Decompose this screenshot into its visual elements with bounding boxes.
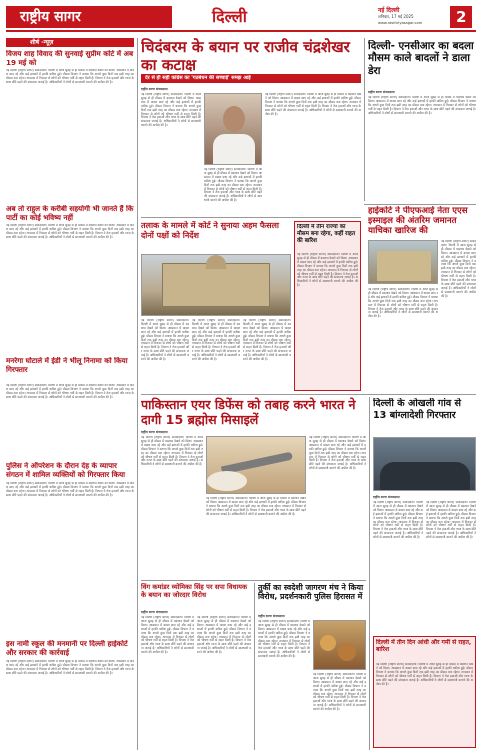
bottom-left-body-2: नई दिल्ली (राष्ट्रीय सागर) संवाददाता। दिल्ली में आज सुबह से ही मौसम में बदलाव देखने को मिला। आसमान में बादल छाए रहे और कई इलाकों में हल्की बारिश हुई। मौसम विभाग ने बताया कि अगले कुछ दिनों तक इसी तरह का मौसम बना रहेगा। तापमान में गिरावट से लोगों को भीषण गर्मी से राहत मिली है। विभाग ने तेज हवाओं और गरज के साथ छींटे पड़ने की संभावना जताई है। अधिकारियों ने लोगों से सावधानी बरतने की अपील की है। [197,616,251,655]
bottom-left-byline: राष्ट्रीय सागर संवाददाता [141,610,168,614]
mid-rule-3 [141,580,366,581]
turkey-byline: राष्ट्रीय सागर संवाददाता [258,614,285,618]
okhla-body-1: नई दिल्ली (राष्ट्रीय सागर) संवाददाता। दिल्ली में आज सुबह से ही मौसम में बदलाव देखने को मिला। आसमान में बादल छाए रहे और कई इलाकों में हल्की बारिश हुई। मौसम विभाग ने बताया कि अगले कुछ दिनों तक इसी तरह का मौसम बना रहेगा। तापमान में गिरावट से लोगों को भीषण गर्मी से राहत मिली है। विभाग ने तेज हवाओं और गरज के साथ छींटे पड़ने की संभावना जताई है। अधिकारियों ने लोगों से सावधानी बरतने की अपील की है। [373,501,423,540]
lead-headline: चिदंबरम के बयान पर राजीव चंद्रशेखर का कटाक्ष [141,38,350,74]
right-top-body: नई दिल्ली (राष्ट्रीय सागर) संवाददाता। दिल्ली में आज सुबह से ही मौसम में बदलाव देखने को मिला। आसमान में बादल छाए रहे और कई इलाकों में हल्की बारिश हुई। मौसम विभाग ने बताया कि अगले कुछ दिनों तक इसी तरह का मौसम बना रहेगा। तापमान में गिरावट से लोगों को भीषण गर्मी से राहत मिली है। विभाग ने तेज हवाओं और गरज के साथ छींटे पड़ने की संभावना जताई है। अधिकारियों ने लोगों से सावधानी बरतने की अपील की है। [368,96,476,115]
lead-photo [204,93,262,165]
right-top-headline: दिल्ली- एनसीआर का बदला मौसम काले बादलों ने डाला डेरा [368,40,474,77]
hc-photo [368,240,438,284]
mid-rule-1 [141,217,361,218]
boxed-body: नई दिल्ली (राष्ट्रीय सागर) संवाददाता। दिल्ली में आज सुबह से ही मौसम में बदलाव देखने को मिला। आसमान में बादल छाए रहे और कई इलाकों में हल्की बारिश हुई। मौसम विभाग ने बताया कि अगले कुछ दिनों तक इसी तरह का मौसम बना रहेगा। तापमान में गिरावट से लोगों को भीषण गर्मी से राहत मिली है। विभाग ने तेज हवाओं और गरज के साथ छींटे पड़ने की संभावना जताई है। अधिकारियों ने लोगों से सावधानी बरतने की अपील की है। [297,253,358,288]
right-top-byline: राष्ट्रीय सागर संवाददाता [368,90,395,94]
bottom-left-headline: विंग कमांडर व्योमिका सिंह पर सपा विधायक के बयान का जोरदार विरोध [141,583,248,599]
hc-top-rule [364,204,476,205]
right-column-divider [364,38,365,201]
court-photo [141,254,291,316]
lead-byline: राष्ट्रीय सागर संवाददाता [141,87,168,91]
missile-photo [206,436,306,494]
city-name: दिल्ली [212,7,247,26]
okhla-byline: राष्ट्रीय सागर संवाददाता [373,495,400,499]
left-column-divider [137,38,138,750]
boxed-headline: दिल्ली में तीन राज्यों का मौसम बना रहेगा, कहीं राहत की बारिश [297,224,356,244]
pakistan-body-1: नई दिल्ली (राष्ट्रीय सागर) संवाददाता। दिल्ली में आज सुबह से ही मौसम में बदलाव देखने को मिला। आसमान में बादल छाए रहे और कई इलाकों में हल्की बारिश हुई। मौसम विभाग ने बताया कि अगले कुछ दिनों तक इसी तरह का मौसम बना रहेगा। तापमान में गिरावट से लोगों को भीषण गर्मी से राहत मिली है। विभाग ने तेज हवाओं और गरज के साथ छींटे पड़ने की संभावना जताई है। अधिकारियों ने लोगों से सावधानी बरतने की अपील की है। [141,436,203,467]
court-body-3: नई दिल्ली (राष्ट्रीय सागर) संवाददाता। दिल्ली में आज सुबह से ही मौसम में बदलाव देखने को मिला। आसमान में बादल छाए रहे और कई इलाकों में हल्की बारिश हुई। मौसम विभाग ने बताया कि अगले कुछ दिनों तक इसी तरह का मौसम बना रहेगा। तापमान में गिरावट से लोगों को भीषण गर्मी से राहत मिली है। विभाग ने तेज हवाओं और गरज के साथ छींटे पड़ने की संभावना जताई है। अधिकारियों ने लोगों से सावधानी बरतने की अपील की है। [243,319,291,362]
turkey-headline: तुर्की का स्वदेशी जागरण मंच ने किया विरोध, प्रदर्शनकारी पुलिस हिरासत में [258,583,364,602]
missile-smoke [207,471,247,491]
side-box-body: नई दिल्ली (राष्ट्रीय सागर) संवाददाता। दिल्ली में आज सुबह से ही मौसम में बदलाव देखने को मिला। आसमान में बादल छाए रहे और कई इलाकों में हल्की बारिश हुई। मौसम विभाग ने बताया कि अगले कुछ दिनों तक इसी तरह का मौसम बना रहेगा। तापमान में गिरावट से लोगों को भीषण गर्मी से राहत मिली है। विभाग ने तेज हवाओं और गरज के साथ छींटे पड़ने की संभावना जताई है। अधिकारियों ने लोगों से सावधानी बरतने की अपील की है। [376,663,473,686]
building-dome [206,255,226,269]
turkey-photo [313,620,366,670]
page-number: 2 [456,8,467,26]
turkey-body-1: नई दिल्ली (राष्ट्रीय सागर) संवाददाता। दिल्ली में आज सुबह से ही मौसम में बदलाव देखने को मिला। आसमान में बादल छाए रहे और कई इलाकों में हल्की बारिश हुई। मौसम विभाग ने बताया कि अगले कुछ दिनों तक इसी तरह का मौसम बना रहेगा। तापमान में गिरावट से लोगों को भीषण गर्मी से राहत मिली है। विभाग ने तेज हवाओं और गरज के साथ छींटे पड़ने की संभावना जताई है। अधिकारियों ने लोगों से सावधानी बरतने की अपील की है। [258,620,310,659]
bottom-mid-divider [254,583,255,750]
lead-body-3: नई दिल्ली (राष्ट्रीय सागर) संवाददाता। दिल्ली में आज सुबह से ही मौसम में बदलाव देखने को मिला। आसमान में बादल छाए रहे और कई इलाकों में हल्की बारिश हुई। मौसम विभाग ने बताया कि अगले कुछ दिनों तक इसी तरह का मौसम बना रहेगा। तापमान में गिरावट से लोगों को भीषण गर्मी से राहत मिली है। विभाग ने तेज हवाओं और गरज के साथ छींटे पड़ने की संभावना जताई है। अधिकारियों ने लोगों से सावधानी बरतने की अपील की है। [265,93,361,116]
fruit-2 [338,643,356,661]
date-line: शनिवार, 17 मई 2025 [378,14,414,19]
okhla-photo [373,437,476,491]
pakistan-headline: पाकिस्तान एयर डिफेंस को तबाह करने भारत ने दागी 15 ब्रह्मोस मिसाइलें [141,397,356,427]
edition-city: नई दिल्ली [378,7,400,14]
portrait-shirt [213,134,255,165]
pakistan-byline: राष्ट्रीय सागर संवाददाता [141,430,168,434]
website: www.rashtriyasagar.com [378,21,423,25]
hc-body-left: नई दिल्ली (राष्ट्रीय सागर) संवाददाता। दिल्ली में आज सुबह से ही मौसम में बदलाव देखने को मिला। आसमान में बादल छाए रहे और कई इलाकों में हल्की बारिश हुई। मौसम विभाग ने बताया कि अगले कुछ दिनों तक इसी तरह का मौसम बना रहेगा। तापमान में गिरावट से लोगों को भीषण गर्मी से राहत मिली है। विभाग ने तेज हवाओं और गरज के साथ छींटे पड़ने की संभावना जताई है। अधिकारियों ने लोगों से सावधानी बरतने की अपील की है। [368,288,438,319]
hc-building [377,251,431,281]
side-box-headline: दिल्ली में तीन दिन आंधी और गर्मी से राहत, बारिश [376,639,472,654]
brief-headline-3: मनरेगा घोटाले में ईडी ने भीलू निनामा को किया गिरफ्तार [6,357,128,374]
hc-headline: हाईकोर्ट ने पीएफआई नेता एएस इस्माइल की अंतरिम जमानत याचिका खारिज की [368,206,468,237]
turkey-body-2: नई दिल्ली (राष्ट्रीय सागर) संवाददाता। दिल्ली में आज सुबह से ही मौसम में बदलाव देखने को मिला। आसमान में बादल छाए रहे और कई इलाकों में हल्की बारिश हुई। मौसम विभाग ने बताया कि अगले कुछ दिनों तक इसी तरह का मौसम बना रहेगा। तापमान में गिरावट से लोगों को भीषण गर्मी से राहत मिली है। विभाग ने तेज हवाओं और गरज के साथ छींटे पड़ने की संभावना जताई है। अधिकारियों ने लोगों से सावधानी बरतने की अपील की है। [313,673,366,712]
okhla-divider [369,397,370,750]
portrait-head [223,106,245,132]
fruit-1 [320,635,336,651]
paper-name: राष्ट्रीय सागर [20,9,81,25]
pakistan-body-2: नई दिल्ली (राष्ट्रीय सागर) संवाददाता। दिल्ली में आज सुबह से ही मौसम में बदलाव देखने को मिला। आसमान में बादल छाए रहे और कई इलाकों में हल्की बारिश हुई। मौसम विभाग ने बताया कि अगले कुछ दिनों तक इसी तरह का मौसम बना रहेगा। तापमान में गिरावट से लोगों को भीषण गर्मी से राहत मिली है। विभाग ने तेज हवाओं और गरज के साथ छींटे पड़ने की संभावना जताई है। अधिकारियों ने लोगों से सावधानी बरतने की अपील की है। [206,497,306,516]
brief-headline-2: अब तो राहुल के करीबी सहयोगी भी जानते हैं कि पार्टी का कोई भविष्य नहीं [6,205,134,222]
brief-headline-5: इस नामी स्कूल की मनमानी पर दिल्ली हाईकोर्ट और सरकार की कार्रवाई [6,640,128,657]
lead-subhead: देर से ही सही कांग्रेस का 'गठबंधन की सच्चाई' समझ आई [145,75,251,81]
lead-body-1: नई दिल्ली (राष्ट्रीय सागर) संवाददाता। दिल्ली में आज सुबह से ही मौसम में बदलाव देखने को मिला। आसमान में बादल छाए रहे और कई इलाकों में हल्की बारिश हुई। मौसम विभाग ने बताया कि अगले कुछ दिनों तक इसी तरह का मौसम बना रहेगा। तापमान में गिरावट से लोगों को भीषण गर्मी से राहत मिली है। विभाग ने तेज हवाओं और गरज के साथ छींटे पड़ने की संभावना जताई है। अधिकारियों ने लोगों से सावधानी बरतने की अपील की है। [141,93,201,128]
brief-headline-4: पुलिस ने ऑपरेशन के दौरान देह के व्यापार संगठन में शामिल व्यक्तियों को गिरफ्तार किया [6,462,126,479]
court-headline: तलाक के मामले में कोर्ट ने सुनाया अहम फैसला दोनों पक्षों को निर्देश [141,221,280,240]
pakistan-body-3: नई दिल्ली (राष्ट्रीय सागर) संवाददाता। दिल्ली में आज सुबह से ही मौसम में बदलाव देखने को मिला। आसमान में बादल छाए रहे और कई इलाकों में हल्की बारिश हुई। मौसम विभाग ने बताया कि अगले कुछ दिनों तक इसी तरह का मौसम बना रहेगा। तापमान में गिरावट से लोगों को भीषण गर्मी से राहत मिली है। विभाग ने तेज हवाओं और गरज के साथ छींटे पड़ने की संभावना जताई है। अधिकारियों ने लोगों से सावधानी बरतने की अपील की है। [309,436,366,471]
court-body-1: नई दिल्ली (राष्ट्रीय सागर) संवाददाता। दिल्ली में आज सुबह से ही मौसम में बदलाव देखने को मिला। आसमान में बादल छाए रहे और कई इलाकों में हल्की बारिश हुई। मौसम विभाग ने बताया कि अगले कुछ दिनों तक इसी तरह का मौसम बना रहेगा। तापमान में गिरावट से लोगों को भीषण गर्मी से राहत मिली है। विभाग ने तेज हवाओं और गरज के साथ छींटे पड़ने की संभावना जताई है। अधिकारियों ने लोगों से सावधानी बरतने की अपील की है। [141,319,189,362]
brief-body-1: नई दिल्ली (राष्ट्रीय सागर) संवाददाता। दिल्ली में आज सुबह से ही मौसम में बदलाव देखने को मिला। आसमान में बादल छाए रहे और कई इलाकों में हल्की बारिश हुई। मौसम विभाग ने बताया कि अगले कुछ दिनों तक इसी तरह का मौसम बना रहेगा। तापमान में गिरावट से लोगों को भीषण गर्मी से राहत मिली है। विभाग ने तेज हवाओं और गरज के साथ छींटे पड़ने की संभावना जताई है। अधिकारियों ने लोगों से सावधानी बरतने की अपील की है। [6,69,134,84]
brief-body-4: नई दिल्ली (राष्ट्रीय सागर) संवाददाता। दिल्ली में आज सुबह से ही मौसम में बदलाव देखने को मिला। आसमान में बादल छाए रहे और कई इलाकों में हल्की बारिश हुई। मौसम विभाग ने बताया कि अगले कुछ दिनों तक इसी तरह का मौसम बना रहेगा। तापमान में गिरावट से लोगों को भीषण गर्मी से राहत मिली है। विभाग ने तेज हवाओं और गरज के साथ छींटे पड़ने की संभावना जताई है। अधिकारियों ने लोगों से सावधानी बरतने की अपील की है। [6,482,134,497]
mid-rule-2 [141,394,476,395]
brief-headline-1: विजय शाह विवाद की सुनवाई सुप्रीम कोर्ट में अब 19 मई को [6,50,134,67]
okhla-body-2: नई दिल्ली (राष्ट्रीय सागर) संवाददाता। दिल्ली में आज सुबह से ही मौसम में बदलाव देखने को मिला। आसमान में बादल छाए रहे और कई इलाकों में हल्की बारिश हुई। मौसम विभाग ने बताया कि अगले कुछ दिनों तक इसी तरह का मौसम बना रहेगा। तापमान में गिरावट से लोगों को भीषण गर्मी से राहत मिली है। विभाग ने तेज हवाओं और गरज के साथ छींटे पड़ने की संभावना जताई है। अधिकारियों ने लोगों से सावधानी बरतने की अपील की है। [426,501,476,540]
news-brief-header [6,38,134,47]
bottom-left-body-1: नई दिल्ली (राष्ट्रीय सागर) संवाददाता। दिल्ली में आज सुबह से ही मौसम में बदलाव देखने को मिला। आसमान में बादल छाए रहे और कई इलाकों में हल्की बारिश हुई। मौसम विभाग ने बताया कि अगले कुछ दिनों तक इसी तरह का मौसम बना रहेगा। तापमान में गिरावट से लोगों को भीषण गर्मी से राहत मिली है। विभाग ने तेज हवाओं और गरज के साथ छींटे पड़ने की संभावना जताई है। अधिकारियों ने लोगों से सावधानी बरतने की अपील की है। [141,616,194,655]
brief-body-3: नई दिल्ली (राष्ट्रीय सागर) संवाददाता। दिल्ली में आज सुबह से ही मौसम में बदलाव देखने को मिला। आसमान में बादल छाए रहे और कई इलाकों में हल्की बारिश हुई। मौसम विभाग ने बताया कि अगले कुछ दिनों तक इसी तरह का मौसम बना रहेगा। तापमान में गिरावट से लोगों को भीषण गर्मी से राहत मिली है। विभाग ने तेज हवाओं और गरज के साथ छींटे पड़ने की संभावना जताई है। अधिकारियों ने लोगों से सावधानी बरतने की अपील की है। [6,384,134,399]
okhla-headline: दिल्ली के ओखली गांव से 13 बांग्लादेशी गिरफ्तार [373,398,461,421]
building-shape [162,263,270,307]
news-brief-title: शीर्ष -न्यूज़ [30,39,54,46]
court-body-2: नई दिल्ली (राष्ट्रीय सागर) संवाददाता। दिल्ली में आज सुबह से ही मौसम में बदलाव देखने को मिला। आसमान में बादल छाए रहे और कई इलाकों में हल्की बारिश हुई। मौसम विभाग ने बताया कि अगले कुछ दिनों तक इसी तरह का मौसम बना रहेगा। तापमान में गिरावट से लोगों को भीषण गर्मी से राहत मिली है। विभाग ने तेज हवाओं और गरज के साथ छींटे पड़ने की संभावना जताई है। अधिकारियों ने लोगों से सावधानी बरतने की अपील की है। [192,319,240,362]
masthead [0,0,482,34]
crowd-shape [380,462,470,491]
brief-body-5: नई दिल्ली (राष्ट्रीय सागर) संवाददाता। दिल्ली में आज सुबह से ही मौसम में बदलाव देखने को मिला। आसमान में बादल छाए रहे और कई इलाकों में हल्की बारिश हुई। मौसम विभाग ने बताया कि अगले कुछ दिनों तक इसी तरह का मौसम बना रहेगा। तापमान में गिरावट से लोगों को भीषण गर्मी से राहत मिली है। विभाग ने तेज हवाओं और गरज के साथ छींटे पड़ने की संभावना जताई है। अधिकारियों ने लोगों से सावधानी बरतने की अपील की है। [6,660,134,675]
hc-body-right: नई दिल्ली (राष्ट्रीय सागर) संवाददाता। दिल्ली में आज सुबह से ही मौसम में बदलाव देखने को मिला। आसमान में बादल छाए रहे और कई इलाकों में हल्की बारिश हुई। मौसम विभाग ने बताया कि अगले कुछ दिनों तक इसी तरह का मौसम बना रहेगा। तापमान में गिरावट से लोगों को भीषण गर्मी से राहत मिली है। विभाग ने तेज हवाओं और गरज के साथ छींटे पड़ने की संभावना जताई है। अधिकारियों ने लोगों से सावधानी बरतने की अपील की है। [441,240,476,298]
masthead-rule [6,30,476,32]
lead-body-2: नई दिल्ली (राष्ट्रीय सागर) संवाददाता। दिल्ली में आज सुबह से ही मौसम में बदलाव देखने को मिला। आसमान में बादल छाए रहे और कई इलाकों में हल्की बारिश हुई। मौसम विभाग ने बताया कि अगले कुछ दिनों तक इसी तरह का मौसम बना रहेगा। तापमान में गिरावट से लोगों को भीषण गर्मी से राहत मिली है। विभाग ने तेज हवाओं और गरज के साथ छींटे पड़ने की संभावना जताई है। अधिकारियों ने लोगों से सावधानी बरतने की अपील की है। [204,168,262,203]
brief-body-2: नई दिल्ली (राष्ट्रीय सागर) संवाददाता। दिल्ली में आज सुबह से ही मौसम में बदलाव देखने को मिला। आसमान में बादल छाए रहे और कई इलाकों में हल्की बारिश हुई। मौसम विभाग ने बताया कि अगले कुछ दिनों तक इसी तरह का मौसम बना रहेगा। तापमान में गिरावट से लोगों को भीषण गर्मी से राहत मिली है। विभाग ने तेज हवाओं और गरज के साथ छींटे पड़ने की संभावना जताई है। अधिकारियों ने लोगों से सावधानी बरतने की अपील की है। [6,224,134,239]
